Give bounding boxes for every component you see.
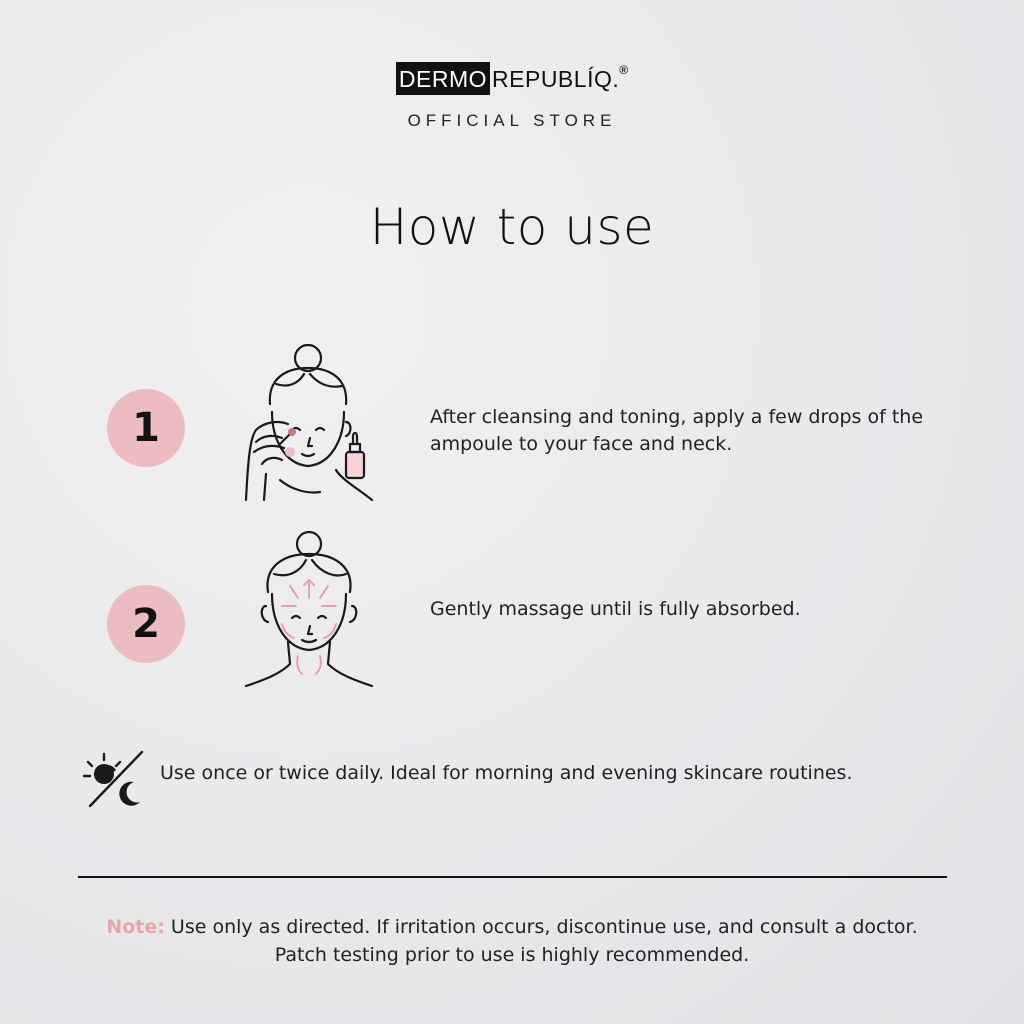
divider [78,876,947,878]
logo-dermo: DERMO [396,62,490,95]
day-night-icon [80,748,148,812]
step-2-text: Gently massage until is fully absorbed. [430,598,801,620]
note-line-1 [40,913,984,941]
apply-ampoule-illustration [232,340,382,510]
usage-frequency-text: Use once or twice daily. Ideal for morning and evening skincare routines. [160,762,853,784]
official-store-label: OFFICIAL STORE [407,111,617,130]
step-1-badge: 1 [107,389,185,467]
note-label: Note: [106,916,165,938]
logo-wordmark [396,62,628,95]
note-block [40,913,984,969]
step-1-text: After cleansing and toning, apply a few drops of the ampoule to your face and neck. [430,406,924,455]
registered-mark: ® [619,63,629,77]
page-title: How to use [369,198,655,256]
massage-illustration [236,528,382,692]
brand-logo [0,62,1024,131]
note-line-2: Patch testing prior to use is highly recommended. [274,944,750,966]
note-text-1: Use only as directed. If irritation occurs, discontinue use, and consult a doctor. [170,916,918,938]
logo-republiq: REPUBLÍQ. [492,66,620,92]
step-2-badge: 2 [107,585,185,663]
